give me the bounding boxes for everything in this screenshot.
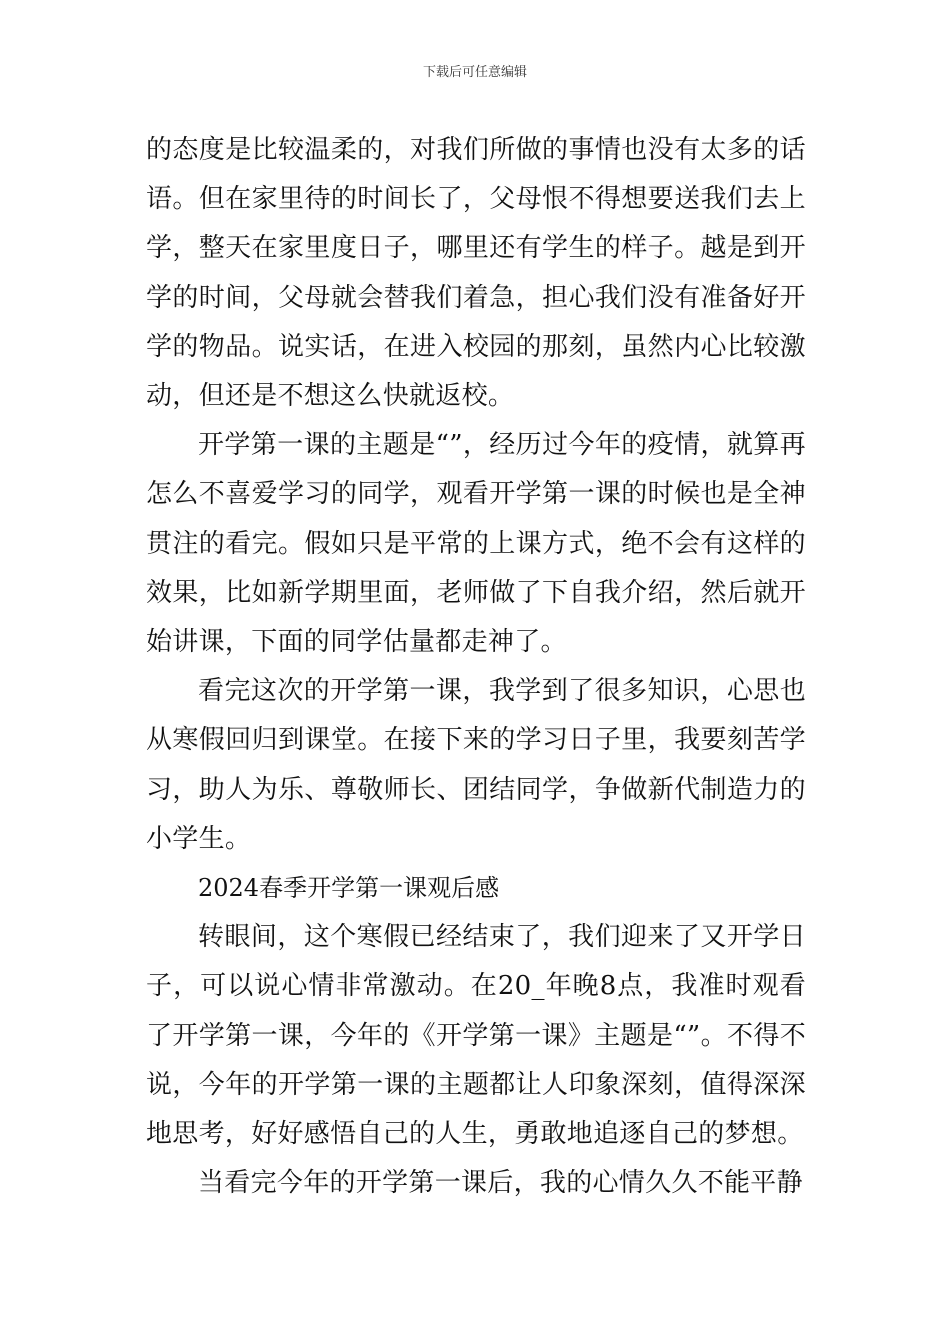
paragraph: 看完这次的开学第一课，我学到了很多知识，心思也从寒假回归到课堂。在接下来的学习日子里，我要刻苦学习，助人为乐、尊敬师长、团结同学，争做新代制造力的小学生。 [146, 676, 806, 854]
page-header-note: 下载后可任意编辑 [422, 65, 527, 80]
paragraph: 当看完今年的开学第一课后，我的心情久久不能平静 [198, 1168, 803, 1199]
document-body [146, 126, 806, 1208]
paragraph: 开学第一课的主题是“”，经历过今年的疫情，就算再怎么不喜爱学习的同学，观看开学第一课的时候也是全神贯注的看完。假如只是平常的上课方式，绝不会有这样的效果，比如新学期里面，老师做了下自我介绍，然后就开始讲课，下面的同学估量都走神了。 [146, 430, 806, 658]
paragraph-continued: 的态度是比较温柔的，对我们所做的事情也没有太多的话语。但在家里待的时间长了，父母恨不得想要送我们去上学，整天在家里度日子，哪里还有学生的样子。越是到开学的时间，父母就会替我们着急，担心我们没有准备好开学的物品。说实话，在进入校园的那刻，虽然内心比较激动，但还是不想这么快就返校。 [146, 135, 806, 412]
paragraph: 转眼间，这个寒假已经结束了，我们迎来了又开学日子，可以说心情非常激动。在20_年晚8点，我准时观看了开学第一课，今年的《开学第一课》主题是“”。不得不说，今年的开学第一课的主题都让人印象深刻，值得深深地思考，好好感悟自己的人生，勇敢地追逐自己的梦想。 [146, 922, 806, 1150]
section-heading: 2024春季开学第一课观后感 [198, 874, 500, 903]
